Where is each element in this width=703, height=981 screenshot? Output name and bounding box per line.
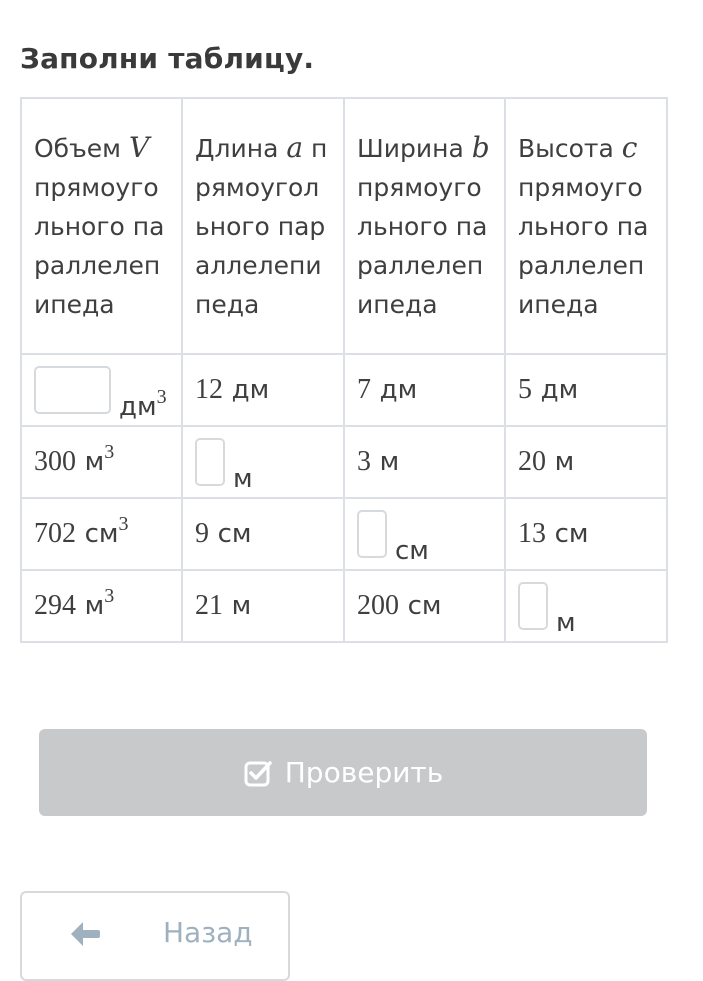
- answer-input-width[interactable]: [357, 510, 387, 558]
- back-button-label: Назад: [163, 916, 253, 949]
- cell-width: см: [344, 498, 505, 570]
- cell-width: 3 м: [344, 426, 505, 498]
- table-header-row: [21, 98, 667, 354]
- cell-volume: $дм^3$: [21, 354, 182, 426]
- answer-input-height[interactable]: [518, 582, 548, 630]
- cell-length: 9 см: [182, 498, 344, 570]
- cell-volume: 702 $см^3$: [21, 498, 182, 570]
- checkbox-check-icon: [243, 758, 273, 788]
- cell-volume: 300 $м^3$: [21, 426, 182, 498]
- page-title: Заполни таблицу.: [20, 42, 315, 75]
- table-row: [21, 570, 667, 642]
- cell-height: 5 дм: [505, 354, 667, 426]
- cell-width: 200 см: [344, 570, 505, 642]
- header-length: Длина a прямоугольного параллелепипеда: [182, 98, 344, 354]
- back-button[interactable]: [20, 891, 290, 981]
- check-button-label: Проверить: [284, 756, 444, 789]
- table-row: [21, 354, 667, 426]
- cell-height: м: [505, 570, 667, 642]
- cell-volume: 294 $м^3$: [21, 570, 182, 642]
- header-width: Ширина b прямоугольного параллелепипеда: [344, 98, 505, 354]
- data-table: [20, 97, 668, 643]
- check-button[interactable]: [39, 729, 647, 816]
- arrow-left-icon: [68, 919, 102, 949]
- cell-length: 21 м: [182, 570, 344, 642]
- header-volume: Объем V прямоугольного параллелепипеда: [21, 98, 182, 354]
- table-row: [21, 426, 667, 498]
- cell-height: 20 м: [505, 426, 667, 498]
- cell-height: 13 см: [505, 498, 667, 570]
- table-row: [21, 498, 667, 570]
- cell-length: 12 дм: [182, 354, 344, 426]
- answer-input-length[interactable]: [195, 438, 225, 486]
- header-height: Высота c прямоугольного параллелепипеда: [505, 98, 667, 354]
- cell-length: м: [182, 426, 344, 498]
- cell-width: 7 дм: [344, 354, 505, 426]
- answer-input-volume[interactable]: [34, 366, 111, 414]
